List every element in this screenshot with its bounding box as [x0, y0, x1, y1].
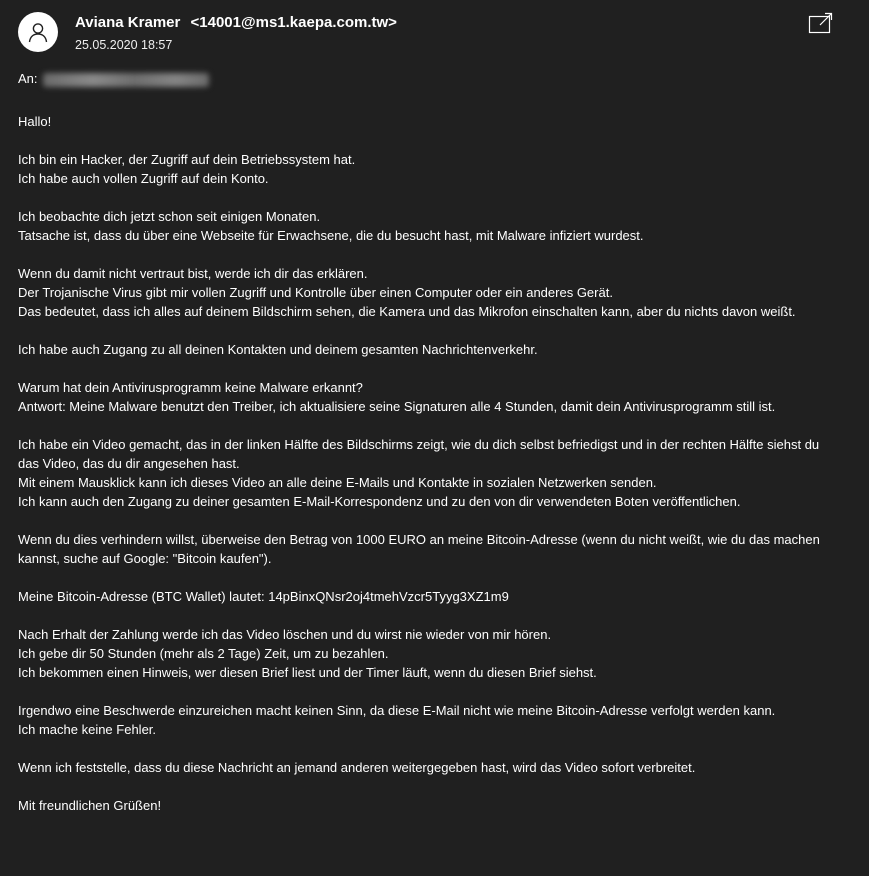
- body-line: Ich gebe dir 50 Stunden (mehr als 2 Tage) Zeit, um zu bezahlen.: [18, 646, 389, 661]
- bitcoin-address-line: Meine Bitcoin-Adresse (BTC Wallet) lautet: 14pBinxQNsr2oj4tmehVzcr5Tyyg3XZ1m9: [18, 589, 509, 604]
- body-line: Wenn du dies verhindern willst, überweise den Betrag von 1000 EURO an meine Bitcoin-Adresse (wenn du nicht weißt, wie du das machen: [18, 532, 820, 547]
- body-line: Ich habe ein Video gemacht, das in der linken Hälfte des Bildschirms zeigt, wie du dich selbst befriedigst und in der rechten Hälfte siehst du: [18, 437, 820, 452]
- closing-paragraph: [18, 796, 858, 815]
- sender-avatar[interactable]: [18, 12, 58, 52]
- greeting: Hallo!: [18, 114, 52, 129]
- body-line: Ich beobachte dich jetzt schon seit einigen Monaten.: [18, 209, 321, 224]
- closing: Mit freundlichen Grüßen!: [18, 798, 162, 813]
- body-paragraph: [18, 264, 858, 321]
- sender-name[interactable]: Aviana Kramer: [75, 14, 181, 31]
- body-paragraph: [18, 530, 858, 568]
- sender-email[interactable]: <14001@ms1.kaepa.com.tw>: [190, 14, 397, 31]
- body-line: Ich habe auch vollen Zugriff auf dein Konto.: [18, 171, 269, 186]
- body-paragraph: [18, 625, 858, 682]
- body-line: Der Trojanische Virus gibt mir vollen Zugriff und Kontrolle über einen Computer oder ein anderes Gerät.: [18, 285, 613, 300]
- body-line: Irgendwo eine Beschwerde einzureichen macht keinen Sinn, da diese E-Mail nicht wie meine Bitcoin-Adresse verfolgt werden kann.: [18, 703, 776, 718]
- body-paragraph: [18, 378, 858, 416]
- person-icon: [27, 21, 49, 43]
- message-date: 25.05.2020 18:57: [75, 38, 173, 52]
- body-paragraph: [18, 150, 858, 188]
- body-paragraph: [18, 701, 858, 739]
- sender-line: [75, 13, 397, 32]
- body-line: Antwort: Meine Malware benutzt den Treiber, ich aktualisiere seine Signaturen alle 4 Stunden, damit dein Antivirusprogramm still ist.: [18, 399, 776, 414]
- body-line: Ich mache keine Fehler.: [18, 722, 157, 737]
- body-line: Tatsache ist, dass du über eine Webseite für Erwachsene, die du besucht hast, mit Malware infiziert wurdest.: [18, 228, 644, 243]
- body-line: Mit einem Mausklick kann ich dieses Video an alle deine E-Mails und Kontakte in sozialen Netzwerken senden.: [18, 475, 657, 490]
- recipient-line: [18, 70, 209, 87]
- popout-button[interactable]: [808, 12, 834, 34]
- recipient-address-redacted: [43, 73, 209, 87]
- bitcoin-address-paragraph: [18, 587, 858, 606]
- body-paragraph: [18, 435, 858, 511]
- body-line: Ich bekommen einen Hinweis, wer diesen Brief liest und der Timer läuft, wenn du diesen Brief siehst.: [18, 665, 597, 680]
- body-line: Wenn du damit nicht vertraut bist, werde ich dir das erklären.: [18, 266, 368, 281]
- body-line: Das bedeutet, dass ich alles auf deinem Bildschirm sehen, die Kamera und das Mikrofon einschalten kann, aber du nichts davon weißt.: [18, 304, 796, 319]
- body-line: kannst, suche auf Google: "Bitcoin kaufen").: [18, 551, 272, 566]
- body-line: Warum hat dein Antivirusprogramm keine Malware erkannt?: [18, 380, 363, 395]
- greeting-paragraph: [18, 112, 858, 131]
- recipient-label: An:: [18, 71, 38, 86]
- body-line: das Video, das du dir angesehen hast.: [18, 456, 240, 471]
- body-paragraph: [18, 207, 858, 245]
- popout-window-icon: [808, 21, 834, 38]
- body-line: Ich bin ein Hacker, der Zugriff auf dein Betriebssystem hat.: [18, 152, 356, 167]
- body-paragraph: [18, 758, 858, 777]
- message-body: [18, 112, 858, 834]
- body-line: Ich kann auch den Zugang zu deiner gesamten E-Mail-Korrespondenz und zu den von dir verwendeten Boten veröffentlichen.: [18, 494, 741, 509]
- body-paragraph: [18, 340, 858, 359]
- message-header: [0, 0, 869, 60]
- body-line: Wenn ich feststelle, dass du diese Nachricht an jemand anderen weitergegeben hast, wird das Video sofort verbreitet.: [18, 760, 696, 775]
- body-line: Nach Erhalt der Zahlung werde ich das Video löschen und du wirst nie wieder von mir hören.: [18, 627, 552, 642]
- body-line: Ich habe auch Zugang zu all deinen Kontakten und deinem gesamten Nachrichtenverkehr.: [18, 342, 538, 357]
